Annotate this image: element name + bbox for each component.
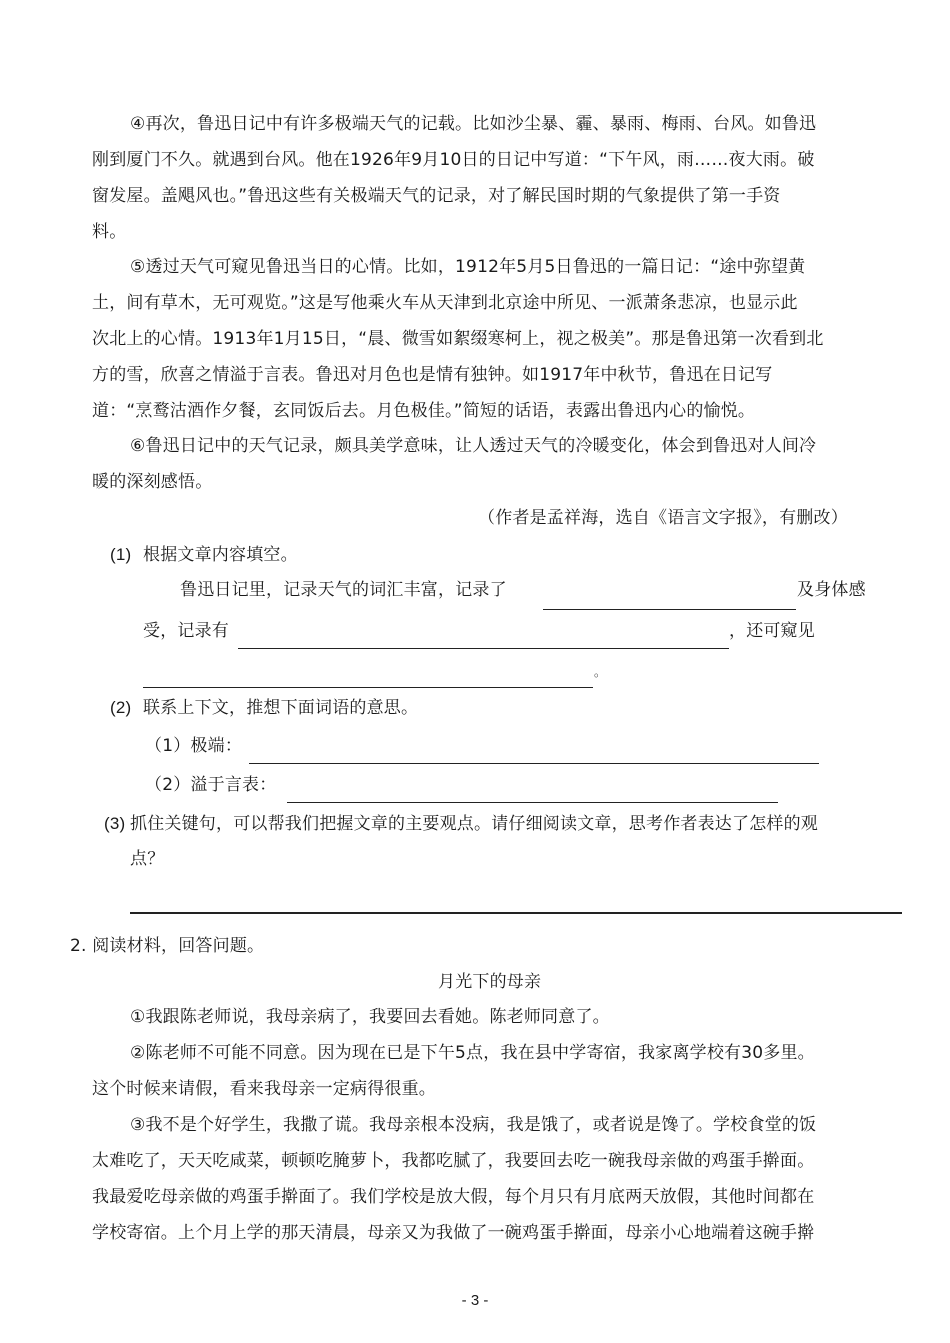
- q1-label: (1): [110, 545, 132, 564]
- page-number: - 3 -: [461, 1292, 489, 1309]
- para4-line1: ④再次，鲁迅日记中有许多极端天气的记载。比如沙尘暴、霾、暴雨、梅雨、台风。如鲁迅: [130, 114, 817, 134]
- q3-prompt-line1: 抓住关键句，可以帮我们把握文章的主要观点。请仔细阅读文章，思考作者表达了怎样的观: [130, 814, 818, 834]
- q1-fill-line3-end: 。: [594, 665, 607, 679]
- passage2-para3-line1: ③我不是个好学生，我撒了谎。我母亲根本没病，我是饿了，或者说是馋了。学校食堂的饭: [130, 1115, 817, 1135]
- q2-sub1: （1）极端：: [145, 736, 243, 756]
- q3-answer-blank[interactable]: [130, 912, 902, 914]
- para5-line5: 道：“烹鹜沽酒作夕餐，玄同饭后去。月色极佳。”简短的话语，表露出鲁迅内心的愉悦。: [92, 401, 756, 421]
- para5-line2: 土，间有草木，无可观览。”这是写他乘火车从天津到北京途中所见、一派萧条悲凉，也显示此: [92, 293, 798, 313]
- q1-prompt: 根据文章内容填空。: [143, 545, 298, 565]
- para6-line1: ⑥鲁迅日记中的天气记录，颇具美学意味，让人透过天气的冷暖变化，体会到鲁迅对人间冷: [130, 436, 817, 456]
- passage2-para1: ①我跟陈老师说，我母亲病了，我要回去看她。陈老师同意了。: [130, 1007, 610, 1027]
- passage2-para3-line4: 学校寄宿。上个月上学的那天清晨，母亲又为我做了一碗鸡蛋手擀面，母亲小心地端着这碗手擀: [92, 1223, 815, 1243]
- q1-fill-line1-end: 及身体感: [797, 580, 866, 600]
- para5-line3: 次北上的心情。1913年1月15日，“晨、微雪如絮缀寒柯上，视之极美”。那是鲁迅第一次看到北: [92, 329, 824, 349]
- para4-line3: 窗发屋。盖飓风也。”鲁迅这些有关极端天气的记录，对了解民国时期的气象提供了第一手资: [92, 186, 781, 206]
- q2-label: (2): [110, 698, 132, 717]
- para5-line1: ⑤透过天气可窥见鲁迅当日的心情。比如，1912年5月5日鲁迅的一篇日记：“途中弥望黄: [130, 257, 806, 277]
- para4-line4: 料。: [92, 222, 127, 242]
- passage2-para2-line2: 这个时候来请假，看来我母亲一定病得很重。: [92, 1079, 436, 1099]
- para6-line2: 暖的深刻感悟。: [92, 472, 213, 492]
- q1-answer-blank-3[interactable]: [143, 687, 593, 688]
- q1-fill-line2-start: 受，记录有: [143, 621, 229, 641]
- q3-label: (3): [104, 814, 126, 833]
- q2-prompt: 联系上下文，推想下面词语的意思。: [143, 698, 419, 718]
- q3-prompt-line2: 点？: [130, 849, 165, 869]
- section2-heading: 2. 阅读材料，回答问题。: [70, 936, 265, 956]
- q1-fill-line1-start: 鲁迅日记里，记录天气的词汇丰富，记录了: [180, 580, 507, 600]
- q1-fill-line2-end: ，还可窥见: [729, 621, 815, 641]
- para5-line4: 方的雪，欣喜之情溢于言表。鲁迅对月色也是情有独钟。如1917年中秋节，鲁迅在日记写: [92, 365, 773, 385]
- passage2-para3-line3: 我最爱吃母亲做的鸡蛋手擀面了。我们学校是放大假，每个月只有月底两天放假，其他时间都在: [92, 1187, 815, 1207]
- q2-answer-blank-2[interactable]: [287, 802, 778, 803]
- passage2-title: 月光下的母亲: [438, 972, 542, 992]
- q1-answer-blank-1[interactable]: [543, 609, 796, 610]
- passage2-para2-line1: ②陈老师不可能不同意。因为现在已是下午5点，我在县中学寄宿，我家离学校有30多里。: [130, 1043, 815, 1063]
- source-attribution: （作者是孟祥海，选自《语言文字报》，有删改）: [478, 508, 848, 528]
- passage2-para3-line2: 太难吃了，天天吃咸菜，顿顿吃腌萝卜，我都吃腻了，我要回去吃一碗我母亲做的鸡蛋手擀面。: [92, 1151, 815, 1171]
- para4-line2: 刚到厦门不久。就遇到台风。他在1926年9月10日的日记中写道：“下午风，雨……夜大雨。破: [92, 150, 815, 170]
- q2-sub2: （2）溢于言表：: [145, 775, 277, 795]
- q1-answer-blank-2[interactable]: [238, 648, 729, 649]
- q2-answer-blank-1[interactable]: [249, 763, 819, 764]
